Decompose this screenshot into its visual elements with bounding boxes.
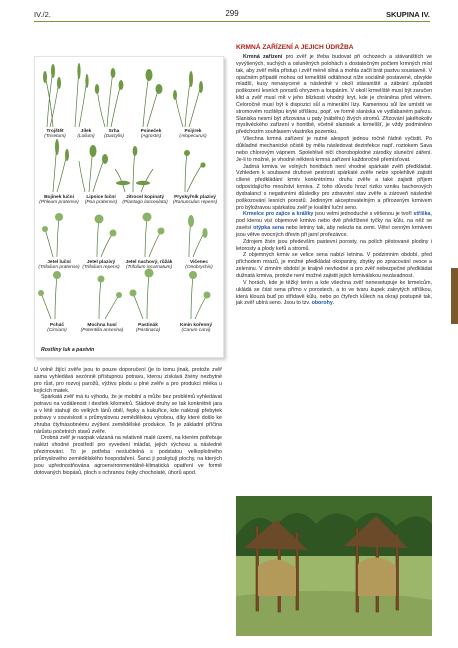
header-rule xyxy=(34,21,430,22)
paragraph: Spárkatá zvěř má tu výhodu, že je mobilní a může bez problémů vyhledávat potravu na vzdálenost i desítek kilometrů. Stádové druhy se tak konkrétně jara a v létě stahují do velkých lánů obilí, řepky a kukuřice, kde nalézají přebytek potravy v souvislosti s průmyslovou zemědělskou výrobou, díky které došlo ke zhruba čtyřnásobnému zvýšení zemědělské produkce. To je základní příčina nárůstu početních stavů zvěře. xyxy=(34,394,222,435)
paragraph xyxy=(236,54,432,136)
paragraph: Z objemných krmiv se velice sena nabízí letnina. V podzimním období, před příchodem mrazů, je možné předkládat okopaniny, zbytky po zpracování ovoce a zeleninu. V zimním období je kraijně nevhodné a pro zvěř nebezpečné předkládat dužnatá krmiva, protože není možné zajistit jejich krmiválskou nezávadnost. xyxy=(236,252,432,279)
term: Krmná zařízení xyxy=(243,54,283,60)
hay-rack-photo xyxy=(236,496,432,636)
paragraph: Zdrojem živin jsou především pastevní porosty, na polích pěstované plodiny i letorosty a plody keřů a stromů. xyxy=(236,238,432,252)
plant-label: Psiýrek (Alopecurus) xyxy=(179,129,207,140)
figure-caption: Rostliny luk a pastvin xyxy=(41,347,95,353)
header-group: SKUPINA IV. xyxy=(385,10,430,19)
paragraph xyxy=(236,280,432,307)
left-column-text xyxy=(34,367,222,477)
plant-label: Jitrocel kopinatý (Plantago lanceolata) xyxy=(122,195,168,206)
plant-label: Jílek (Lolium) xyxy=(77,129,95,140)
term: oborohy xyxy=(311,300,333,307)
term: otýpka sena xyxy=(253,225,285,232)
page-number: 299 xyxy=(225,9,239,18)
plant-label: Bojínek luční (Phleum pratense) xyxy=(39,195,79,206)
text-run: , pod kterou visí objemové krmivo nebo dvě překřížené tyčky na kůlu, na něž se zavěsí xyxy=(236,211,432,232)
plant-label: Pryskyřník plazivý (Ranunculus repens) xyxy=(172,195,218,206)
text-run: . xyxy=(332,300,335,307)
plant-label: Pastinák (Pastinaca) xyxy=(135,323,161,334)
page-header xyxy=(34,8,430,22)
paragraph xyxy=(236,211,432,238)
text-run: pro zvěř je třeba budovat při ochozech a stávaništích ve vyvýšených, suchých a osluněných polohách s dostatečným počtem krmných míst tak, aby zvěř měla přístup i zvěř méně silná a mohla začít brát pastvu soustavně. V opačném případě mohou od krmelíště odtáhnout níže sociálně postavené, obvykle mladší, kusy nenasycené a následně v okolí stávaniště a zábrání způsobit poškození lesních porostů ohryzem a loupáním. V okolí krmelíště musí být zaručen klid a zvěř musí mít v jeho blízkosti vhodný kryt, kde je chráněna před větrem. Celoročně musí být k dispozici sůl a minerální lízy. Kamennou sůl lze umístit ve stromovém rozštěpu kryté stříškou, popř. ve formě slaniska ve vydlabaném pařezu. Slaniska nesmí být zřizována u paty (náběhu) živých stromů. Zřizování jakéhokoliv myslivéckého zařízení v honitbě, včetně slanisek a krmelíšť, je vždy podmíněno předchozím souhlasem vlastníka pozemku. xyxy=(236,54,432,136)
chapter-tab xyxy=(451,268,458,324)
paragraph: Všechna krmná zařízení je nutné alespoň jednou ročně řádně vyčistit. Po důkladné mechanické očistě by měla následovat dezinfekce např. roztokem Sava nebo chlorovým vápnem. Spolehlivě ničí choroboplodné zárodky sluneční záření. Je-li to možné, je vhodné některá krmná zařízení každoročně přemísťovat. xyxy=(236,136,432,163)
paragraph: Jadrná krmiva ve volných honitbách není vhodné spárkaté zvěři předkládat. Vzhledem k soubavné druhové pestrosti spárkaté zvěře nelze spolehlivě zajistit cílené předkládání krmiv konkrétnímu druhu zvěře a také zajistit příjem odpovídajícího množství krmiva. Z toho důvodu hrozí riziko vzniku bachorových dysbalancí s negativními důsledky pro zdravotní stav zvěře a zároveň následné poškozování lesních porostů. Jedinným akceptovatelným a přirozeným krmivem pro býložravou spárkatou zvěř je kvalitní luční seno. xyxy=(236,163,432,211)
plant-label: Jetel plazivý (Trifolium repens) xyxy=(82,260,120,271)
section-heading: KRMNÁ ZAŘÍZENÍ A JEJICH ÚDRŽBA xyxy=(236,44,354,51)
term: stříška xyxy=(413,211,431,218)
plant-label: Lipnice luční (Poa pratensis) xyxy=(84,195,118,206)
term: Krmelce pro zajíce a králíky xyxy=(243,211,314,218)
text-run: jsou velmi jednoduché s věšenou je tvoří xyxy=(313,211,414,218)
plant-label: Vičenec (Onobrychis) xyxy=(185,260,213,271)
plants-illustration xyxy=(34,56,224,358)
paragraph: U volně žijící zvěře jsou to pouze doporučení (je to tomu jinak, protože zvěř sama vyhledává sezónně přístupnou potravu, kterou získává živiny nezbytné pro růst, pro rozvoj parožů, výživu plodu u plné zvěře a pro produkci mléka u kojících matek. xyxy=(34,367,222,394)
plant-label: Srha (Dactylis) xyxy=(104,129,124,140)
plant-label: Mochna husí (Potentilla anserina) xyxy=(80,323,124,334)
paragraph: Drobná zvěř je naopak vázaná na relativně malé území, na kterém potřebuje nalézt vhodné prostředí pro vyvedení mláďat, jejich výchovu a následné přezimování. To je potřeba neslučitelná s podstatou velkoplošného průmyslového zemědělského hospodaření. Šanci ji poskytují plochy, na kterých jsou upřednostňována agroenvironmentálně-klimatická opatření ve formě dotovaných biopásů, ploch s ochranou čejky chocholaté, úhorů apod. xyxy=(34,435,222,476)
plant-label: Kmín kořenný (Carum carvi) xyxy=(180,323,212,334)
header-section: IV./2. xyxy=(34,10,51,19)
plant-label: Trojštět (Trisetum) xyxy=(44,129,66,140)
plant-label: Jetel luční (Trifolium pratense) xyxy=(38,260,80,271)
plant-label: Pcháč (Cirsium) xyxy=(47,323,67,334)
plant-label: Psineček (Agrostis) xyxy=(140,129,162,140)
plants-drawing xyxy=(35,57,223,357)
right-column-text xyxy=(236,54,432,307)
text-run: nebo letniny tak, aby nelezla na zemi. Větví cenným krmivem jsou větve ovocných dřevin při jarní prořezávce. xyxy=(236,225,432,238)
photo-drawing xyxy=(236,496,432,636)
plant-label: Jetel nachový, růžák (Trifolium incarnatum) xyxy=(125,260,173,271)
text-run: V horách, kde je těžký terén a kde všechna zvěř nenesetupuje ke krmelcům, ukládá se část sena přímo v porostech, a to ve tvaru kupek zakrytých stříškou, která klouzá buď po střídavě kůlu, nebo po čtyřech kůlech na okraji postupně tak, jak zvěř ubírá seno. Jsou to tzv. xyxy=(236,279,432,307)
